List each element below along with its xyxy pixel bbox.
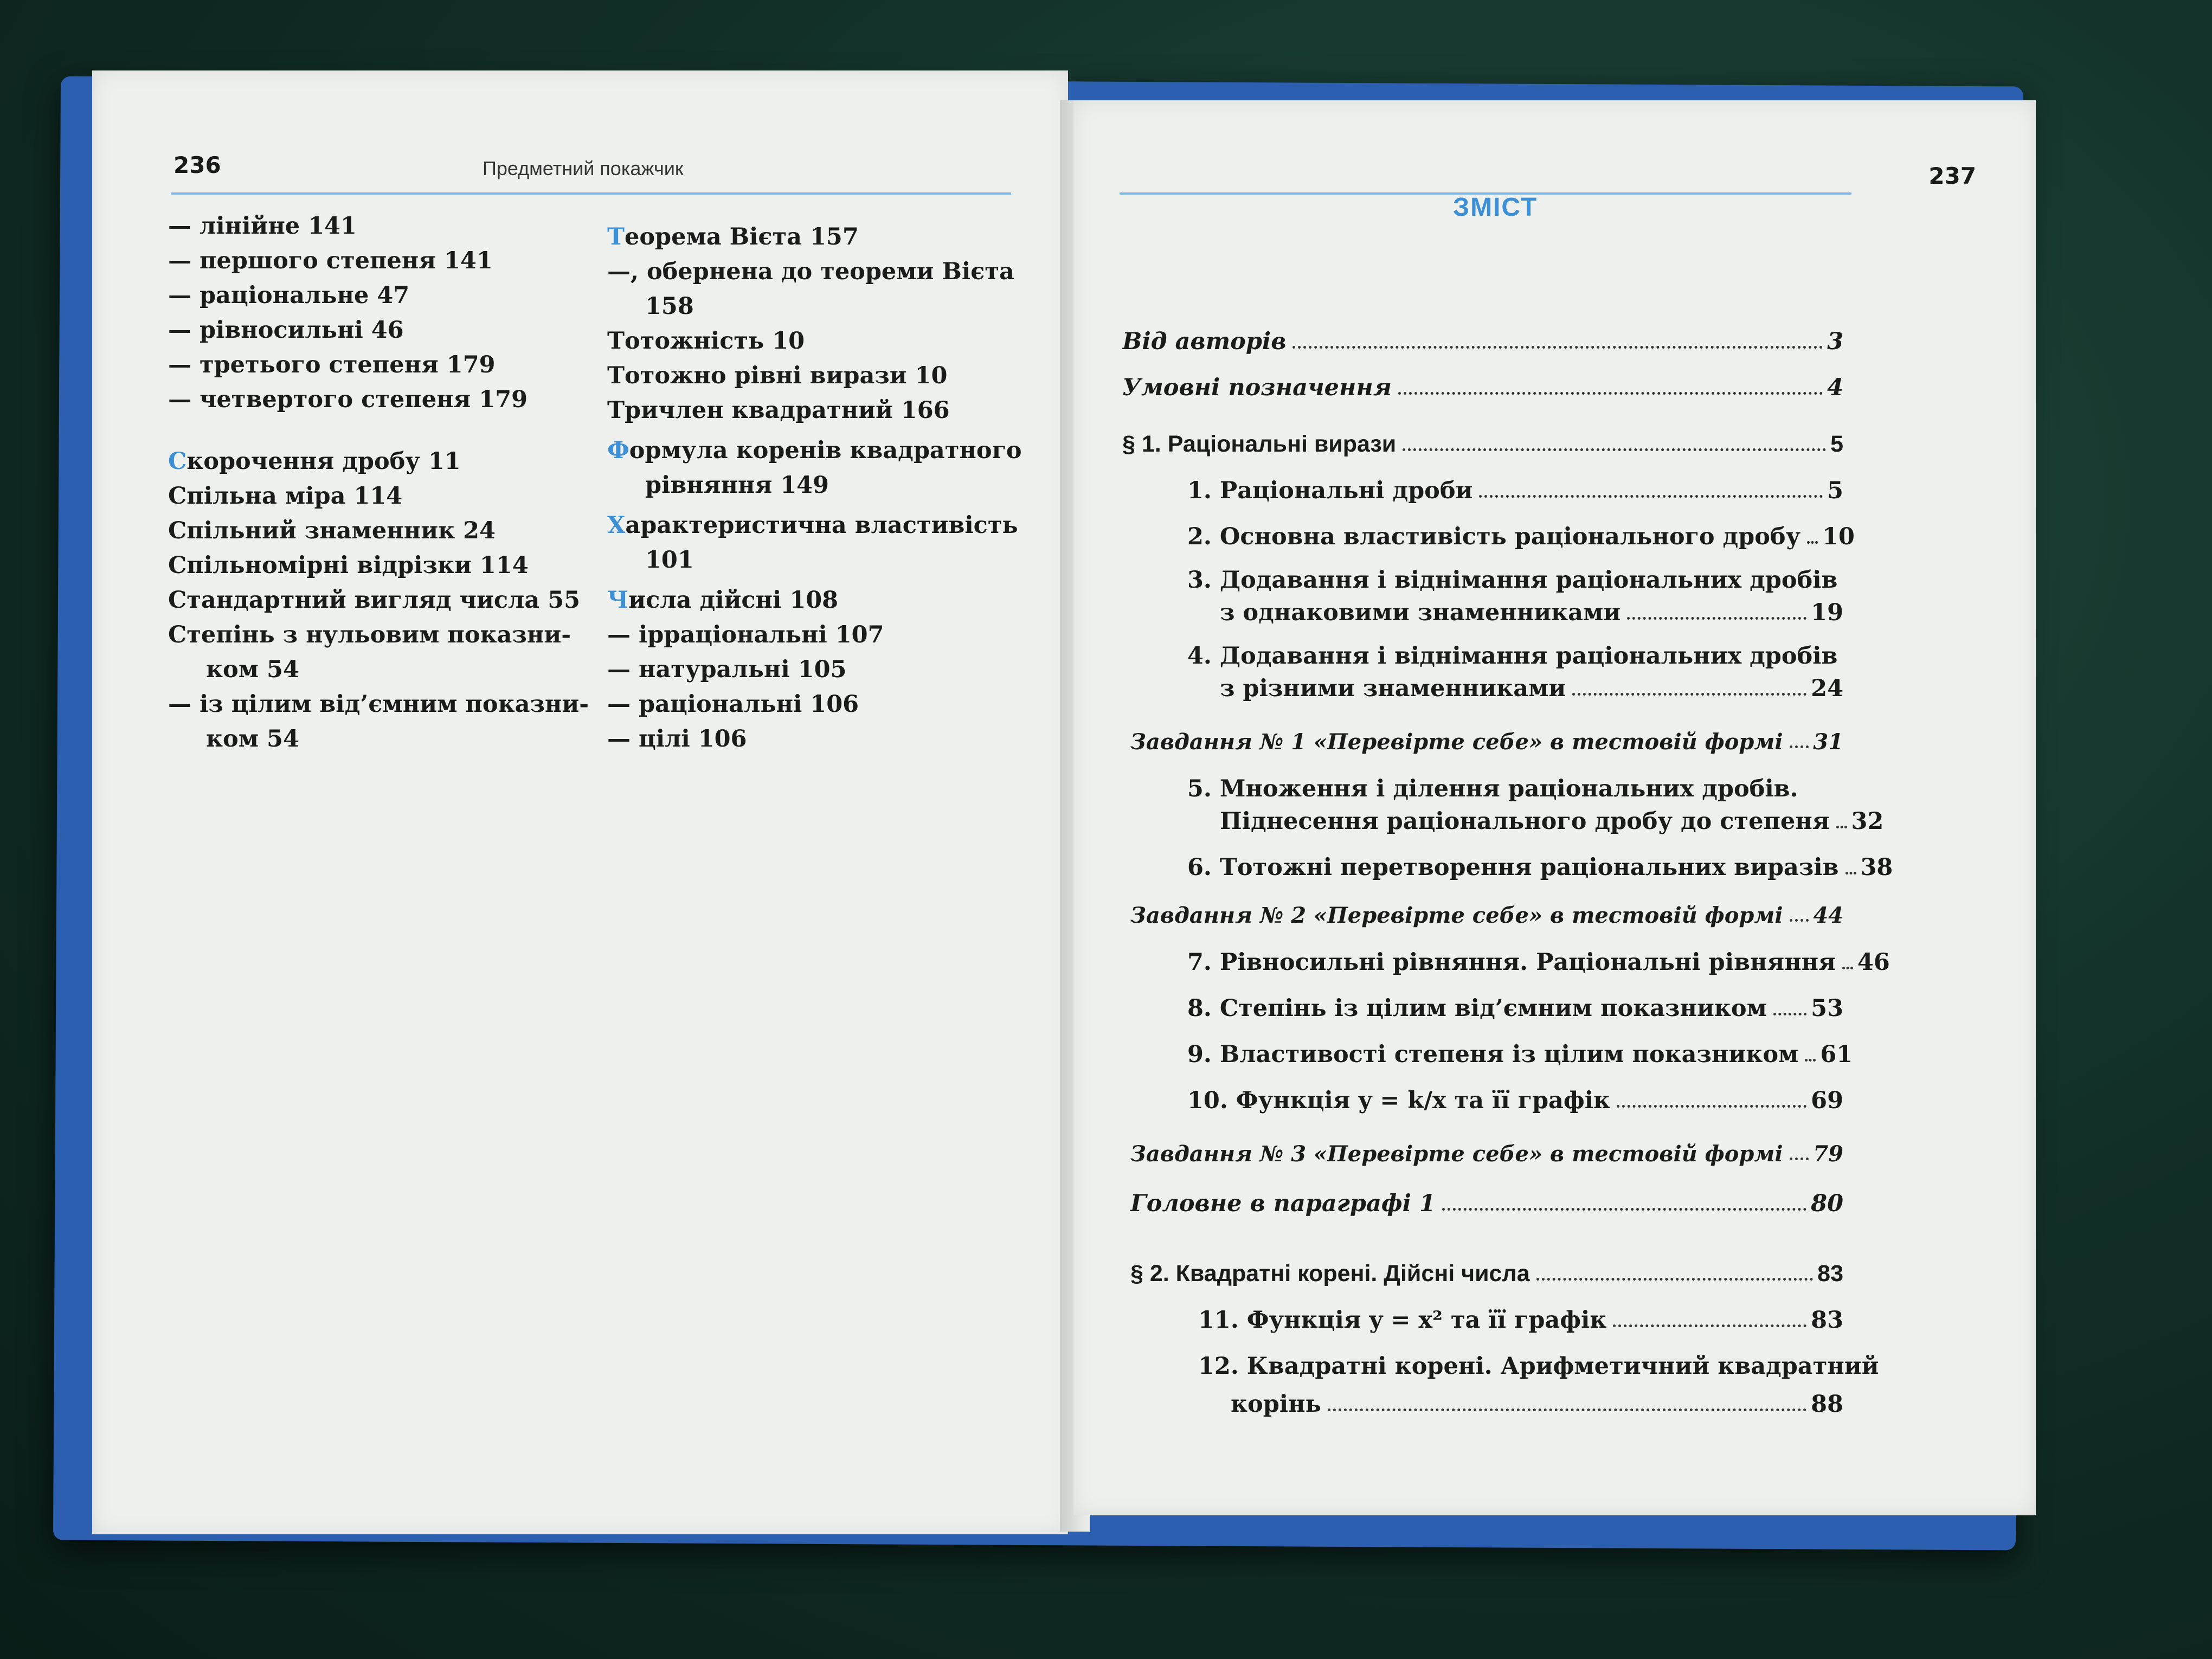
toc-entry[interactable]: 2. Основна властивість раціонального дробу 10 bbox=[1187, 523, 1855, 550]
toc-entry[interactable]: 9. Властивості степеня із цілим показником 61 bbox=[1187, 1041, 1853, 1068]
index-entry: Стандартний вигляд числа 55 bbox=[168, 587, 581, 614]
left-page bbox=[92, 70, 1068, 1534]
index-entry: Степінь з нульовим показни- bbox=[168, 621, 571, 648]
header-rule bbox=[171, 192, 1011, 195]
index-entry: — лінійне 141 bbox=[168, 213, 357, 240]
toc-entry[interactable]: корінь 88 bbox=[1231, 1391, 1843, 1418]
index-entry: — раціональне 47 bbox=[168, 282, 410, 309]
index-entry: — третього степеня 179 bbox=[168, 351, 496, 378]
toc-entry[interactable]: Завдання № 1 «Перевірте себе» в тестовій формі 31 bbox=[1130, 729, 1843, 755]
toc-entry[interactable]: 10. Функція y = k/x та її графік 69 bbox=[1187, 1087, 1843, 1114]
index-entry: — ірраціональні 107 bbox=[607, 621, 884, 648]
toc-entry[interactable]: Завдання № 3 «Перевірте себе» в тестовій формі 79 bbox=[1130, 1141, 1843, 1167]
index-entry: — четвертого степеня 179 bbox=[168, 386, 528, 413]
toc-entry[interactable]: Піднесення раціонального дробу до степеня 32 bbox=[1220, 808, 1884, 835]
index-entry: — першого степеня 141 bbox=[168, 247, 493, 274]
index-entry: Характеристична властивість bbox=[607, 512, 1018, 539]
index-letter-cap: С bbox=[168, 448, 187, 475]
toc-entry[interactable]: Завдання № 2 «Перевірте себе» в тестовій формі 44 bbox=[1130, 903, 1843, 928]
running-head: Предметний покажчик bbox=[483, 157, 684, 179]
toc-title: ЗМІСТ bbox=[1453, 193, 1538, 222]
toc-entry[interactable]: з різними знаменниками 24 bbox=[1220, 675, 1843, 702]
toc-entry[interactable]: 11. Функція y = x² та її графік 83 bbox=[1198, 1307, 1843, 1334]
index-entry: — раціональні 106 bbox=[607, 691, 859, 718]
index-entry: — із цілим від’ємним показни- bbox=[168, 691, 589, 718]
index-entry: Спільномірні відрізки 114 bbox=[168, 552, 529, 579]
left-page-number: 236 bbox=[173, 152, 221, 178]
toc-entry[interactable]: Умовні позначення 4 bbox=[1122, 374, 1843, 401]
index-entry: Тотожність 10 bbox=[607, 327, 805, 355]
index-entry: Спільна міра 114 bbox=[168, 483, 403, 510]
right-page bbox=[1073, 100, 2036, 1515]
toc-section-heading[interactable]: § 2. Квадратні корені. Дійсні числа 83 bbox=[1130, 1261, 1843, 1287]
toc-entry[interactable]: Від авторів 3 bbox=[1122, 328, 1843, 355]
toc-entry-line1: 12. Квадратні корені. Арифметичний квадратний bbox=[1198, 1353, 1879, 1380]
right-page-number: 237 bbox=[1928, 163, 1976, 189]
toc-entry[interactable]: 8. Степінь із цілим від’ємним показником 53 bbox=[1187, 995, 1843, 1022]
toc-section-heading[interactable]: § 1. Раціональні вирази 5 bbox=[1122, 431, 1843, 457]
toc-entry[interactable]: 7. Рівносильні рівняння. Раціональні рівняння 46 bbox=[1187, 949, 1890, 976]
index-entry: 101 bbox=[645, 546, 694, 574]
index-entry: Формула коренів квадратного bbox=[607, 437, 1022, 464]
index-entry: Числа дійсні 108 bbox=[607, 587, 839, 614]
toc-entry-line1: 3. Додавання і віднімання раціональних дробів bbox=[1187, 567, 1838, 594]
index-entry: Теорема Вієта 157 bbox=[607, 223, 859, 250]
index-entry: рівняння 149 bbox=[645, 472, 829, 499]
index-entry: ком 54 bbox=[206, 725, 299, 753]
toc-entry[interactable]: 1. Раціональні дроби 5 bbox=[1187, 477, 1843, 504]
index-entry: —, обернена до теореми Вієта bbox=[607, 258, 1014, 285]
index-entry: — натуральні 105 bbox=[607, 656, 847, 683]
index-entry: ком 54 bbox=[206, 656, 299, 683]
index-entry: 158 bbox=[645, 293, 694, 320]
index-entry: Скорочення дробу 11 bbox=[168, 448, 461, 475]
toc-entry[interactable]: 6. Тотожні перетворення раціональних виразів 38 bbox=[1187, 854, 1893, 881]
index-entry: — рівносильні 46 bbox=[168, 317, 404, 344]
toc-entry-line1: 4. Додавання і віднімання раціональних дробів bbox=[1187, 642, 1838, 670]
toc-entry-line1: 5. Множення і ділення раціональних дробів. bbox=[1187, 775, 1798, 802]
index-entry: Тотожно рівні вирази 10 bbox=[607, 362, 948, 389]
toc-entry[interactable]: з однаковими знаменниками 19 bbox=[1220, 599, 1843, 626]
index-entry: Спільний знаменник 24 bbox=[168, 517, 496, 544]
toc-entry[interactable]: Головне в параграфі 1 80 bbox=[1130, 1190, 1843, 1217]
index-entry: Тричлен квадратний 166 bbox=[607, 397, 950, 424]
index-column-2 bbox=[607, 220, 1052, 756]
index-column-1 bbox=[168, 209, 613, 756]
index-entry: — цілі 106 bbox=[607, 725, 747, 753]
